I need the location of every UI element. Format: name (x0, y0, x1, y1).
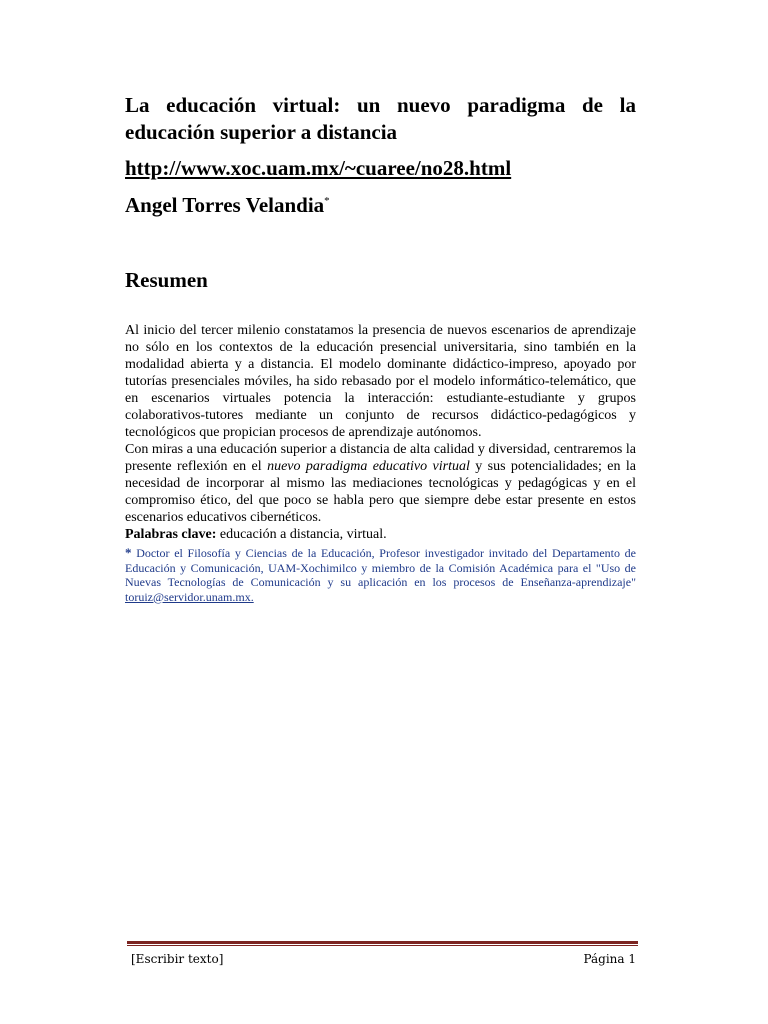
author-line (125, 192, 330, 219)
paragraph-2-end: y sus potencialidades; en la necesidad de incorporar al mismo las mediaciones tecnológicas y pedagógicas y en el compromiso ético, del que poco se habla pero que siempre debe estar presente en estos escenarios educativos cibernéticos. (125, 459, 636, 525)
footnote-email-link[interactable]: toruiz@servidor.unam.mx. (125, 589, 254, 604)
paragraph-2-italic-phrase: nuevo paradigma educativo virtual (267, 459, 470, 474)
author-name: Angel Torres Velandia (125, 193, 325, 217)
footer-rule-thin (127, 945, 638, 946)
footnote-marker: * (125, 545, 132, 560)
section-heading-resumen: Resumen (125, 268, 208, 292)
keywords-line (125, 526, 636, 543)
footer-page-number: Página 1 (583, 952, 636, 966)
footer-rule-thick (127, 941, 638, 944)
keywords-value: educación a distancia, virtual. (216, 527, 387, 542)
keywords-label: Palabras clave: (125, 527, 217, 542)
author-footnote (125, 546, 636, 604)
footer-placeholder-text[interactable]: [Escribir texto] (131, 952, 224, 966)
abstract-body (125, 322, 636, 604)
paragraph-2-start: Con miras a una educación superior a distancia de alta calidad y diversidad, centraremos la presente reflexión en el (125, 442, 636, 474)
abstract-paragraph-2 (125, 441, 636, 526)
author-footnote-marker: * (324, 195, 330, 207)
document-title: La educación virtual: un nuevo paradigma de la educación superior a distancia (125, 93, 636, 144)
footnote-text: Doctor el Filosofía y Ciencias de la Educación, Profesor investigador invitado del Departamento de Educación y Comunicación, UAM-Xochimilco y miembro de la Comisión Académica para el "Uso de Nuevas Tecnologías de Comunicación y su aplicación en los procesos de Enseñanza-aprendizaje" (125, 546, 636, 589)
abstract-paragraph-1: Al inicio del tercer milenio constatamos la presencia de nuevos escenarios de aprendizaje no sólo en los contextos de la educación presencial universitaria, sino también en la modalidad abierta y a distancia. El modelo dominante didáctico-impreso, apoyado por tutorías presenciales móviles, ha sido rebasado por el modelo informático-telemático, que en escenarios virtuales potencia la interacción: estudiante-estudiante y grupos colaborativos-tutores mediante un conjunto de recursos didáctico-pedagógicos y tecnológicos que propician procesos de aprendizaje autónomos. (125, 323, 636, 440)
document-url-link[interactable]: http://www.xoc.uam.mx/~cuaree/no28.html (125, 156, 512, 180)
